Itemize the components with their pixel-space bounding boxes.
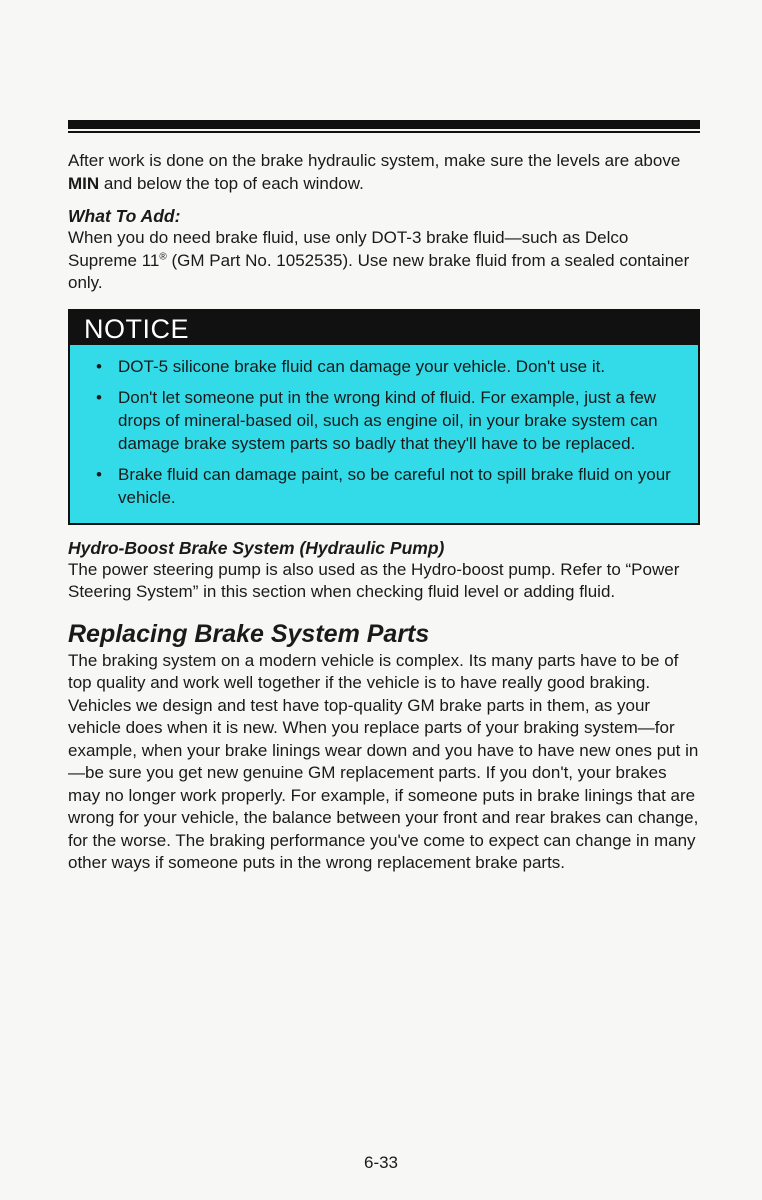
what-to-add-text-pre: When you do need brake fluid, use only DOT-3 brake fluid—such as Delco Supreme 11 bbox=[68, 228, 629, 270]
what-to-add-paragraph bbox=[68, 227, 700, 295]
notice-list bbox=[70, 345, 698, 523]
intro-text-post: and below the top of each window. bbox=[99, 173, 364, 193]
page-number: 6-33 bbox=[363, 1153, 399, 1172]
notice-item-text: DOT-5 silicone brake fluid can damage your vehicle. Don't use it. bbox=[118, 356, 606, 376]
replacing-brake-parts-paragraph: The braking system on a modern vehicle is complex. Its many parts have to be of top quality and work well together if the vehicle is to have really good braking. Vehicles we design and test have top-quality GM brake parts in them, as your vehicle does when it is new. When you replace parts of your braking system—for example, when your brake linings wear down and you have to have new ones put in—be sure you get new genuine GM replacement parts. If you don't, your brakes may no longer work properly. For example, if someone puts in brake linings that are wrong for your vehicle, the balance between your front and rear brakes can change, for the worse. The braking performance you've come to expect can change in many other ways if someone puts in the wrong replacement brake parts. bbox=[68, 650, 699, 872]
notice-box bbox=[68, 309, 700, 525]
notice-item-text: Brake fluid can damage paint, so be careful not to spill brake fluid on your vehicle. bbox=[118, 464, 671, 507]
registered-mark: ® bbox=[159, 250, 167, 262]
notice-item bbox=[84, 355, 684, 378]
notice-item-text: Don't let someone put in the wrong kind of fluid. For example, just a few drops of mineral-based oil, such as engine oil, in your brake system can damage brake system parts so badly that they'll have to be replaced. bbox=[118, 387, 658, 453]
replacing-brake-parts-heading: Replacing Brake System Parts bbox=[68, 619, 430, 648]
intro-text-pre: After work is done on the brake hydraulic system, make sure the levels are above bbox=[68, 151, 681, 170]
hydro-boost-paragraph: The power steering pump is also used as the Hydro-boost pump. Refer to “Power Steering System” in this section when checking fluid level or adding fluid. bbox=[68, 559, 680, 601]
what-to-add-heading: What To Add: bbox=[68, 206, 181, 226]
header-rule-thin bbox=[68, 131, 700, 133]
header-rule-thick bbox=[68, 120, 700, 129]
bullet-icon: • bbox=[96, 356, 102, 376]
min-label: MIN bbox=[68, 173, 100, 193]
notice-title: NOTICE bbox=[70, 311, 698, 345]
bullet-icon: • bbox=[96, 387, 102, 407]
hydro-boost-heading: Hydro-Boost Brake System (Hydraulic Pump) bbox=[68, 537, 445, 558]
intro-paragraph bbox=[68, 150, 700, 195]
bullet-icon: • bbox=[96, 464, 102, 484]
page-content bbox=[68, 150, 700, 875]
notice-item bbox=[84, 386, 684, 455]
notice-item bbox=[84, 463, 684, 509]
what-to-add-text-post: (GM Part No. 1052535). Use new brake fluid from a sealed container only. bbox=[68, 250, 690, 292]
